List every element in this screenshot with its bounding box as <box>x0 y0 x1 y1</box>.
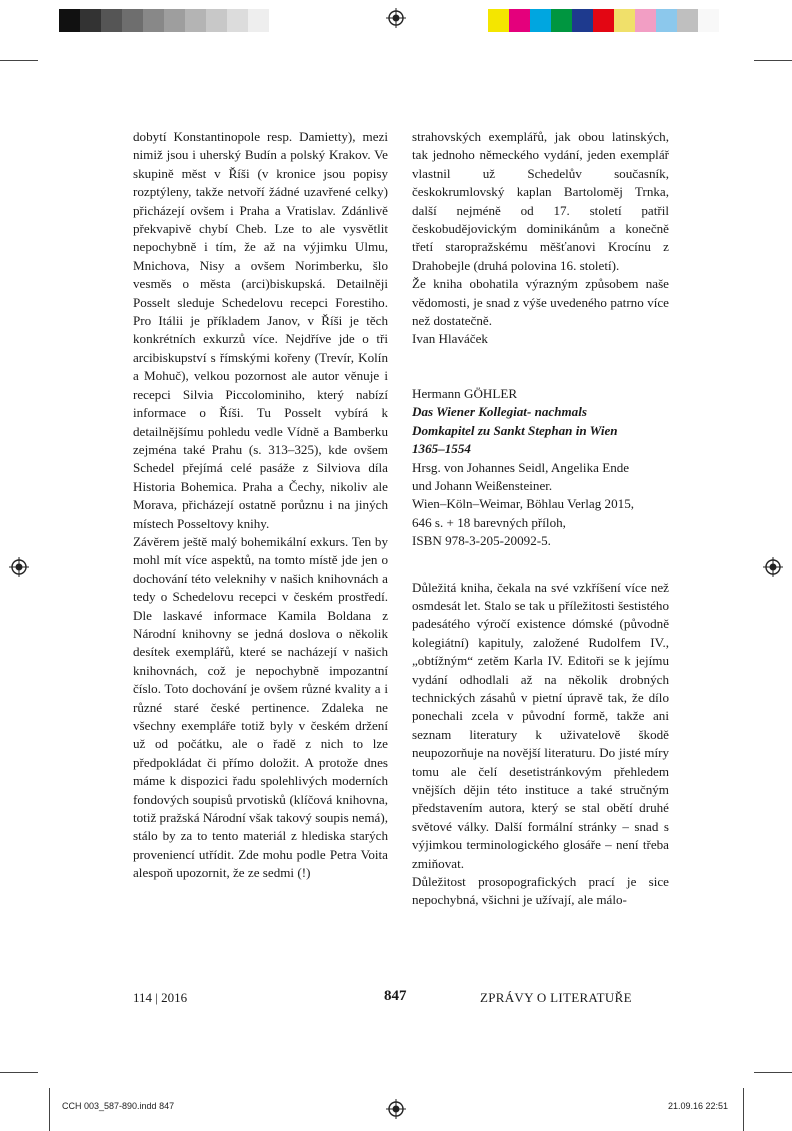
right-text-column <box>412 128 669 910</box>
footer-issue: 114 | 2016 <box>133 990 188 1005</box>
book-pages: 646 s. + 18 barevných příloh, <box>412 514 566 530</box>
color-swatch <box>677 9 698 32</box>
registration-mark-icon <box>386 1099 406 1119</box>
review-signature: Ivan Hlaváček <box>412 331 488 347</box>
slug-date: 21.09.16 22:51 <box>668 1101 729 1111</box>
crop-mark <box>743 1088 744 1131</box>
color-swatch <box>509 9 530 32</box>
footer-section-title: ZPRÁVY O LITERATUŘE <box>480 990 632 1005</box>
body-paragraph: strahovských exemplářů, jak obou latinských, tak jednoho německého vydání, jeden exemplář vlastnil už Schedelův současník, českokrumlovský kaplan Bartoloměj Trnka, další nejméně od 17. století patřil českobudějovickým dominikánům a konečně třetí staropražskému měšťanovi Krocínu z Drahobejle (druhá polovina 16. století). <box>412 129 669 273</box>
crop-mark <box>754 1072 792 1073</box>
registration-mark-icon <box>9 557 29 577</box>
book-editors: und Johann Weißensteiner. <box>412 477 553 493</box>
crop-mark <box>0 60 38 61</box>
body-paragraph: dobytí Konstantinopole resp. Damietty), mezi nimiž jsou i uherský Budín a polský Krakov. Ve skupině měst v Říši (v kronice jsou popisy rozptýleny, takže netvoří žádné uzavřené celky) přicházejí ovšem i Praha a Vratislav. Zdánlivě překvapivě chybí Cheb. Lze to ale vysvětlit nepochybně i tím, že až na výjimku Ulmu, Mnichova, Nisy a ovšem Norimberku, šlo vesměs o města (arci)biskupská. Detailněji Posselt sleduje Schedelovu recepci Forestiho. Pro Itálii je příkladem Janov, v Říši je těch konkrétních exkurzů více. Nejdříve jde o tři arcibiskupství s římskými kořeny (Trevír, Kolín a Mohuč), velkou pozornost ale autor věnuje i recepci Silvia Piccolominiho, který nabízí informace o Říši. Tu Posselt vybírá k detailnějšímu pohledu vedle Vídně a Bamberku zejména také Prahu (s. 313–325), kde ovšem Schedel přejímá celé pasáže z Silviova díla Historia Bohemica. Praha a Čechy, nikoliv ale Morava, přicházejí ostatně porůznu i na jiných místech Posseltovy knihy. <box>133 129 388 531</box>
color-swatch <box>101 9 122 32</box>
color-swatch <box>248 9 269 32</box>
book-isbn: ISBN 978-3-205-20092-5. <box>412 533 551 549</box>
color-swatch <box>143 9 164 32</box>
color-swatch <box>551 9 572 32</box>
color-swatch <box>635 9 656 32</box>
color-swatch <box>59 9 80 32</box>
grayscale-color-bar <box>59 9 269 32</box>
book-editors: Hrsg. von Johannes Seidl, Angelika Ende <box>412 459 630 475</box>
color-swatch <box>122 9 143 32</box>
color-swatch <box>164 9 185 32</box>
color-swatch <box>206 9 227 32</box>
book-title-line: Domkapitel zu Sankt Stephan in Wien <box>412 422 618 438</box>
color-swatch <box>530 9 551 32</box>
bibliographic-entry <box>412 385 669 551</box>
crop-mark <box>0 1072 38 1073</box>
color-swatch <box>656 9 677 32</box>
color-swatch <box>593 9 614 32</box>
color-swatch <box>698 9 719 32</box>
color-swatch <box>572 9 593 32</box>
body-paragraph: Závěrem ještě malý bohemikální exkurs. Ten by mohl mít více aspektů, na tomto místě jde jen o dochování této veleknihy v našich knihovnách a tedy o Schedelovu recepci v českém prostředí. Dle laskavé informace Kamila Boldana z Národní knihovny se jedná doslova o několik desítek exemplářů, které se nacházejí v našich knihovnách, což je nepochybně impozantní číslo. Toto dochování je ovšem různé kvality a i různé staré české pertinence. Zdaleka ne všechny exempláře totiž byly v českém držení už od počátku, ale o řadě z nich to lze předpokládat či přímo doložit. A protože dnes máme k dispozici řadu spolehlivých moderních fondových soupisů prvotisků (klíčová knihovna, totiž pražská Národní však takový soupis nemá), stálo by za to tento materiál z hlediska starých proveniencí utřídit. Zde mohu podle Petra Voita alespoň upozornit, že ze sedmi (!) <box>133 533 388 881</box>
color-swatch <box>488 9 509 32</box>
book-title-line: Das Wiener Kollegiat- nachmals <box>412 404 587 420</box>
book-title-line: 1365–1554 <box>412 441 471 457</box>
body-paragraph: Důležitost prosopografických prací je sice nepochybná, všichni je užívají, ale málo- <box>412 874 669 908</box>
color-swatch <box>80 9 101 32</box>
page-number: 847 <box>384 988 407 1004</box>
registration-mark-icon <box>386 8 406 28</box>
color-swatch <box>227 9 248 32</box>
registration-mark-icon <box>763 557 783 577</box>
body-paragraph: Že kniha obohatila výrazným způsobem naše vědomosti, je snad z výše uvedeného patrno více než dostatečně. <box>412 276 669 329</box>
body-paragraph: Důležitá kniha, čekala na své vzkříšení více než osmdesát let. Stalo se tak u příležitosti šestistého padesátého výročí existence dómské (původně kolegiátní) kapituly, založené Rudolfem IV., „obtížným“ zetěm Karla IV. Editoři se k jejímu vydání odhodlali až na několik drobných technických zásahů v pietní úpravě tak, že dílo ponechali zcela v původní formě, takže ani seznam literatury k uživatelově škodě neupozorňuje na novější literaturu. Do jisté míry tomu ale čelí desetistránkovým přehledem vnějších dějin této instituce a také stručným představením autora, který se stal obětí druhé světové války. Další formální stránky – snad s výjimkou terminologického glosáře – není třeba zmiňovat. <box>412 579 669 871</box>
left-text-column <box>133 128 388 883</box>
slug-file-info: CCH 003_587-890.indd 847 <box>62 1101 175 1111</box>
color-swatch <box>185 9 206 32</box>
book-author: Hermann GÖHLER <box>412 385 518 401</box>
crop-mark <box>49 1088 50 1131</box>
color-swatch <box>614 9 635 32</box>
book-publisher: Wien–Köln–Weimar, Böhlau Verlag 2015, <box>412 496 635 512</box>
process-color-bar <box>488 9 719 32</box>
crop-mark <box>754 60 792 61</box>
